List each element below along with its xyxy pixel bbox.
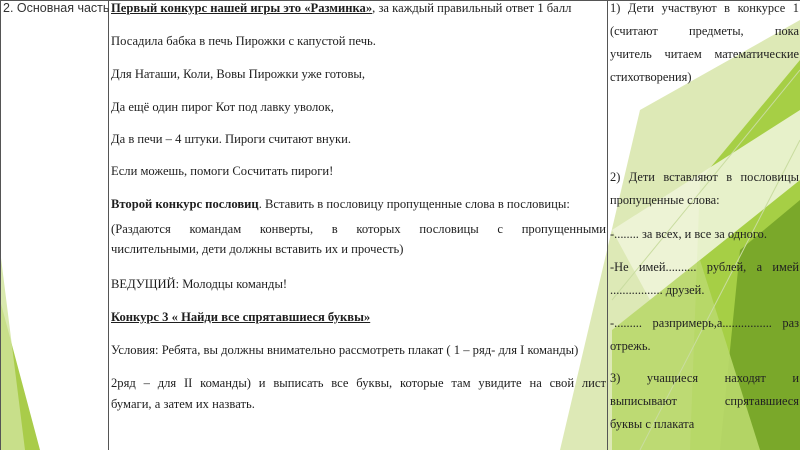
student-activity-1a: 1) Дети участвуют в конкурсе 1 [610,1,799,15]
teacher-activity-column [109,0,608,450]
student-activity-3c: буквы с плаката [610,417,695,431]
student-activity-column [608,0,800,450]
contest-2-note-2: числительными, дети должны вставить их и прочесть) [111,242,404,256]
student-activity-1b: (считают предметы, пока [610,24,799,38]
proverb-2b: ................. друзей. [610,283,705,297]
contest-1-desc: , за каждый правильный ответ 1 балл [372,1,572,15]
stage-column [0,0,109,450]
student-activity-1c: учитель читаем математические [610,47,799,61]
student-activity-2a: 2) Дети вставляют в пословицы [610,170,799,184]
contest-2-desc: . Вставить в пословицу пропущенные слова в пословицы: [258,197,570,211]
student-activity-3b: выписывают спрятавшиеся [610,394,799,408]
contest-3-title: Конкурс 3 « Найди все спрятавшиеся буквы» [111,310,371,324]
student-activity-1d: стихотворения) [610,70,692,84]
proverb-2a: -Не имей.......... рублей, а имей [610,260,799,274]
student-activity-3a: 3) учащиеся находят и [610,371,799,385]
host-line: ВЕДУЩИЙ: Молодцы команды! [111,277,288,291]
contest-1-title: Первый конкурс нашей игры это «Разминка» [111,1,373,15]
contest-3-instructions-2: бумаги, а затем их назвать. [111,397,255,411]
contest-3-instructions: 2ряд – для II команды) и выписать все буквы, которые там увидите на свой лист [111,376,606,390]
proverb-3a: -......... разпримерь,а................ раз [610,316,799,330]
student-activity-2b: пропущенные слова: [610,193,720,207]
poem-line-2: Для Наташи, Коли, Вовы Пирожки уже готовы, [111,67,366,81]
contest-2-title: Второй конкурс пословиц [111,197,259,211]
proverb-1: -........ за всех, и все за одного. [610,227,767,241]
section-label: 2. Основная часть [3,1,110,15]
poem-line-5: Если можешь, помоги Сосчитать пироги! [111,164,334,178]
line-contest-2 [111,196,570,213]
poem-line-3: Да ещё один пирог Кот под лавку уволок, [111,100,334,114]
proverb-3b: отрежь. [610,339,651,353]
line-contest-1 [111,0,571,17]
poem-line-4: Да в печи – 4 штуки. Пироги считают внуки. [111,132,352,146]
contest-2-note-1: (Раздаются командам конверты, в которых пословицы с пропущенными [111,222,606,236]
poem-line-1: Посадила бабка в печь Пирожки с капустой печь. [111,34,376,48]
contest-3-conditions: Условия: Ребята, вы должны внимательно рассмотреть плакат ( 1 – ряд- для I команды) [111,343,579,357]
